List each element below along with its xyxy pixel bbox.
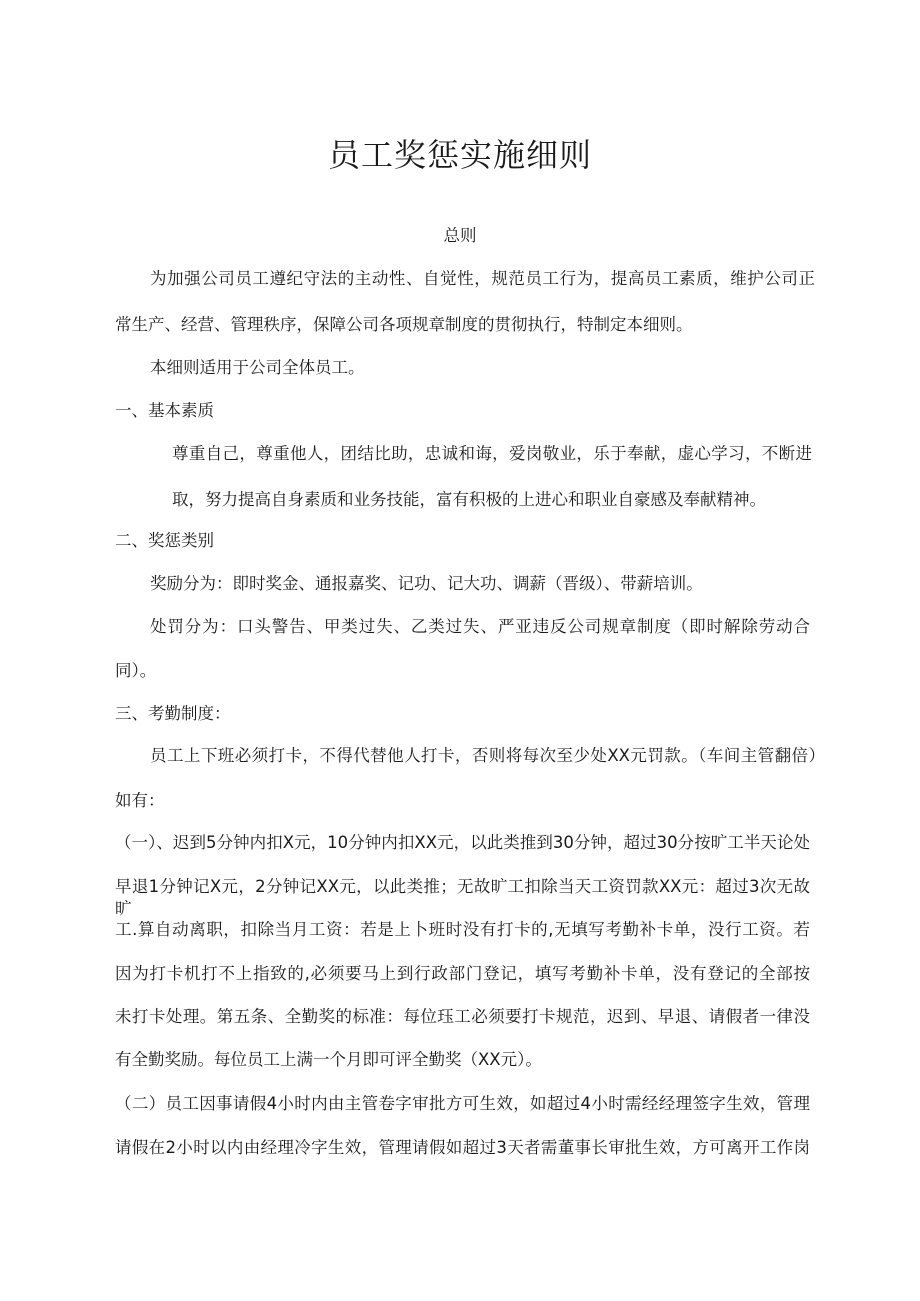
item-1-line-1: （一）、迟到5分钟内扣X元，10分钟内扣XX元，以此类推到30分钟，超过30分按旷工半天论处 <box>115 833 810 852</box>
rewards-line: 奖励分为：即时奖金、通报嘉奖、记功、记大功、调薪（晋级）、带薪培训。 <box>150 574 703 593</box>
scope-line: 本细则适用于公司全体员工。 <box>150 358 365 377</box>
section-3-heading: 三、考勤制度： <box>115 704 231 723</box>
section-1-line-1: 尊重自己，尊重他人，团结比助，忠诚和诲，爱岗敬业，乐于奉献，虚心学习，不断进 <box>172 444 812 463</box>
item-1-line-5: 未打卡处理。第五条、全勤奖的标准：每位珏工必须要打卡规范，迟到、早退、请假者一律没 <box>115 1007 810 1026</box>
penalties-line-1: 处罚分为：口头警告、甲类过失、乙类过失、严亚违反公司规章制度（即时解除劳动合 <box>150 617 810 636</box>
item-1-line-6: 有全勤奖励。每位员工上满一个月即可评全勤奖（XX元）。 <box>115 1050 542 1069</box>
document-title: 员工奖惩实施细则 <box>327 136 592 174</box>
section-1-heading: 一、基本素质 <box>115 401 214 420</box>
general-heading: 总则 <box>443 226 477 245</box>
item-2-line-2: 请假在2小时以内由经理冷字生效，管理请假如超过3天者需董事长审批生效，方可离开工作岗 <box>115 1138 810 1157</box>
section-2-heading: 二、奖惩类别 <box>115 531 214 550</box>
intro-line-1: 为加强公司员工遵纪守法的主动性、自觉性，规范员工行为，提高员工素质，维护公司正 <box>150 269 815 288</box>
section-3-line-1: 员工上下班必须打卡，不得代替他人打卡，否则将每次至少处XX元罚款。（车间主管翻倍） <box>150 746 825 765</box>
section-3-line-2: 如有： <box>115 791 165 810</box>
item-1-line-3: 工.算自动离职，扣除当月工资：若是上卜班时没有打卡的,无填写考勤补卡单，没行工资。若 <box>115 920 810 939</box>
item-2-line-1: （二）员工因事请假4小时内由主管卷字审批方可生效，如超过4小时需经经理签字生效，管理 <box>115 1094 810 1113</box>
item-1-line-2: 早退1分钟记X元，2分钟记XX元，以此类推；无故旷工扣除当天工资罚款XX元：超过3次无故旷 <box>115 877 810 918</box>
penalties-line-2: 同）。 <box>115 661 157 680</box>
section-1-line-2: 取，努力提高自身素质和业务技能，富有积极的上进心和职业自豪感及奉献精神。 <box>172 490 766 509</box>
intro-line-2: 常生产、经营、管理秩序，保障公司各项规章制度的贯彻执行，特制定本细则。 <box>115 315 693 334</box>
item-1-line-4: 因为打卡机打不上指致的,必须要马上到行政部门登记，填写考勤补卡单，没有登记的全部按 <box>115 964 810 983</box>
